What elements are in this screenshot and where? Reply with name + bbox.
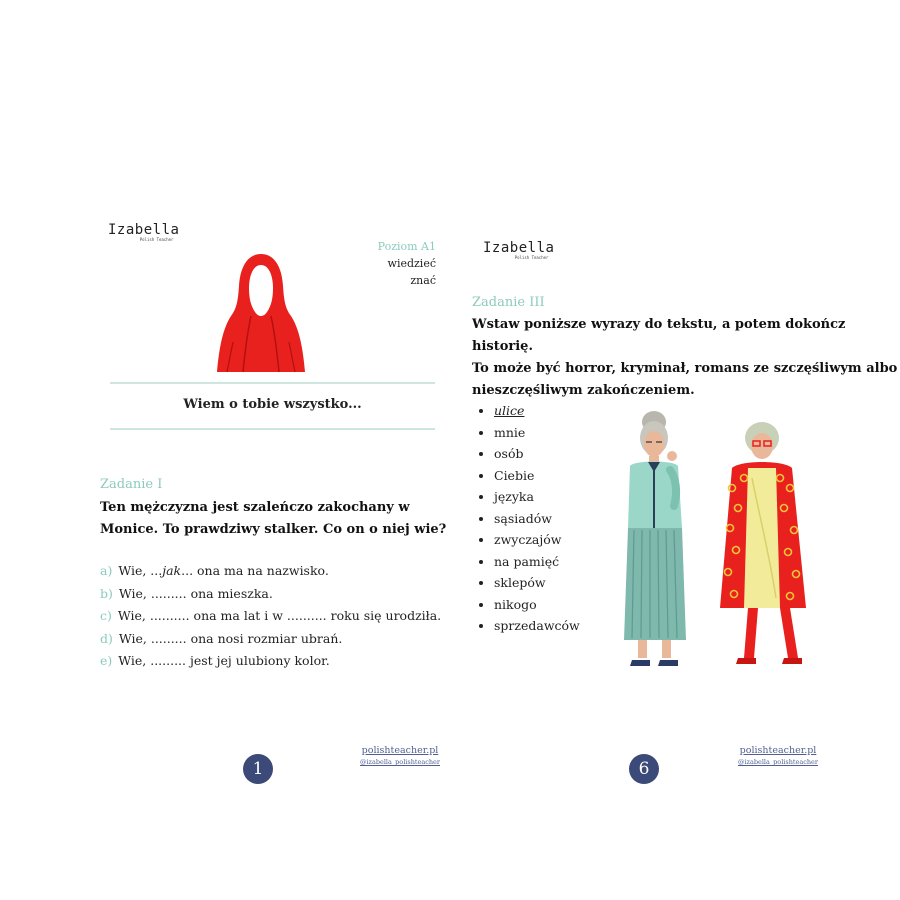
logo-name: Izabella — [483, 240, 555, 256]
task-title: Zadanie I — [100, 477, 163, 492]
footer — [340, 745, 460, 766]
question-letter: b) — [100, 585, 113, 601]
divider-top — [110, 382, 435, 384]
question-text: Wie, ......... jest jej ulubiony kolor. — [118, 653, 330, 668]
slogan: Wiem o tobie wszystko... — [183, 397, 362, 412]
footer — [718, 745, 838, 766]
word-item: • osób — [494, 443, 580, 465]
footer-handle-link[interactable]: @izabella_polishteacher — [359, 758, 441, 766]
question-item — [100, 628, 441, 651]
word-item: • na pamięć — [494, 551, 580, 573]
task-description-line: Wstaw poniższe wyrazy do tekstu, a potem dokończ historię. — [472, 317, 846, 354]
footer-site-link[interactable]: polishteacher.pl — [361, 745, 439, 756]
question-letter: a) — [100, 563, 113, 578]
question-list — [100, 560, 441, 673]
task-description-line: Ten mężczyzna jest szaleńczo zakochany w — [100, 500, 410, 515]
question-letter: d) — [100, 630, 113, 646]
task-description-line: Monice. To prawdziwy stalker. Co on o niej wie? — [100, 522, 447, 537]
task-description — [100, 497, 446, 541]
red-hood-icon — [213, 252, 309, 374]
word-list — [482, 400, 580, 637]
level-word: znać — [410, 274, 436, 287]
task-title: Zadanie III — [472, 295, 545, 310]
task-description — [472, 314, 900, 402]
word-item: • zwyczajów — [494, 529, 580, 551]
word-item: • Ciebie — [494, 465, 580, 487]
logo — [108, 222, 179, 242]
question-text: Wie, .......... ona ma lat i w .......... roku się urodziła. — [117, 608, 442, 623]
divider-bottom — [110, 428, 435, 430]
level-box — [378, 238, 436, 289]
question-letter: c) — [100, 608, 112, 623]
page-number: 6 — [629, 754, 659, 784]
question-item — [100, 583, 441, 606]
footer-handle-link[interactable]: @izabella_polishteacher — [737, 758, 819, 766]
question-item — [100, 605, 441, 628]
two-elderly-women-icon — [620, 408, 820, 673]
level-label: Poziom A1 — [377, 240, 436, 253]
word-item: • nikogo — [494, 594, 580, 616]
level-word: wiedzieć — [387, 257, 436, 270]
word-item: • mnie — [494, 422, 580, 444]
woman-right-figure — [720, 422, 806, 664]
question-text: Wie, ... — [118, 563, 163, 578]
question-answer: jak — [162, 563, 182, 578]
logo — [483, 240, 554, 260]
task-description-line: To może być horror, kryminał, romans ze szczęśliwym albo — [472, 361, 898, 376]
word-item: • sklepów — [494, 572, 580, 594]
word-item: • sąsiadów — [494, 508, 580, 530]
question-text: ... ona ma na nazwisko. — [181, 563, 329, 578]
question-text: Wie, ......... ona nosi rozmiar ubrań. — [118, 630, 343, 646]
logo-subtitle: Polish Teacher — [514, 255, 549, 260]
word-item: • ulice — [494, 400, 580, 422]
word-item: • sprzedawców — [494, 615, 580, 637]
woman-left-figure — [624, 411, 686, 666]
page-number: 1 — [243, 754, 273, 784]
question-text: Wie, ......... ona mieszka. — [118, 585, 273, 601]
logo-name: Izabella — [108, 222, 180, 238]
task-description-line: nieszczęśliwym zakończeniem. — [472, 383, 695, 398]
question-letter: e) — [100, 653, 113, 668]
footer-site-link[interactable]: polishteacher.pl — [739, 745, 817, 756]
question-item — [100, 650, 441, 673]
word-item: • języka — [494, 486, 580, 508]
question-item — [100, 560, 441, 583]
logo-subtitle: Polish Teacher — [139, 237, 174, 242]
